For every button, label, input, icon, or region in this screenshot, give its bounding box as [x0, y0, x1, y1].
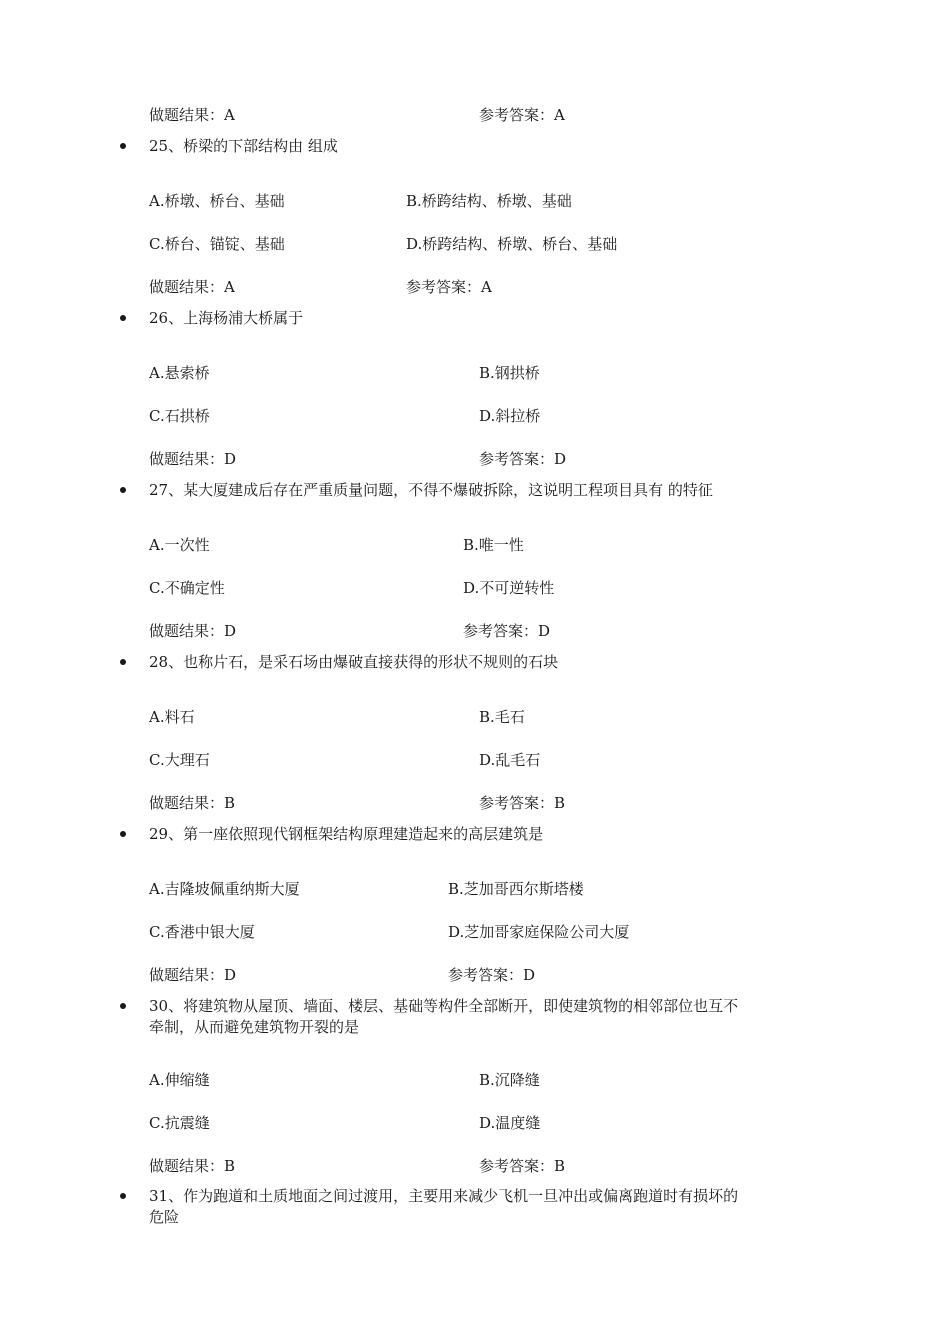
question-stem: 31、作为跑道和土质地面之间过渡用，主要用来减少飞机一旦冲出或偏离跑道时有损坏的 — [149, 1187, 739, 1205]
option-b: B.桥跨结构、桥墩、基础 — [406, 192, 572, 210]
result-text: 做题结果：A — [149, 106, 235, 124]
result-text: 做题结果：D — [149, 966, 237, 984]
option-d: D.温度缝 — [479, 1114, 541, 1132]
option-a: A.料石 — [149, 708, 195, 726]
option-d: D.芝加哥家庭保险公司大厦 — [448, 923, 630, 941]
result-text: 做题结果：A — [149, 278, 235, 296]
answer-text: 参考答案：A — [479, 106, 565, 124]
question-stem: 28、也称片石，是采石场由爆破直接获得的形状不规则的石块 — [149, 653, 559, 671]
answer-text: 参考答案：A — [406, 278, 492, 296]
result-text: 做题结果：D — [149, 622, 237, 640]
option-c: C.桥台、锚锭、基础 — [149, 235, 285, 253]
option-b: B.唯一性 — [463, 536, 524, 554]
option-b: B.芝加哥西尔斯塔楼 — [448, 880, 584, 898]
result-text: 做题结果：D — [149, 450, 237, 468]
bullet-icon — [120, 831, 126, 837]
option-b: B.钢拱桥 — [479, 364, 540, 382]
bullet-icon — [120, 1003, 126, 1009]
option-c: C.石拱桥 — [149, 407, 210, 425]
bullet-icon — [120, 315, 126, 321]
option-d: D.桥跨结构、桥墩、桥台、基础 — [406, 235, 618, 253]
question-stem-continued: 牵制，从而避免建筑物开裂的是 — [149, 1018, 360, 1036]
option-c: C.香港中银大厦 — [149, 923, 255, 941]
result-text: 做题结果：B — [149, 794, 236, 812]
bullet-icon — [120, 143, 126, 149]
option-a: A.一次性 — [149, 536, 210, 554]
bullet-icon — [120, 487, 126, 493]
option-a: A.桥墩、桥台、基础 — [149, 192, 285, 210]
result-text: 做题结果：B — [149, 1157, 236, 1175]
option-c: C.抗震缝 — [149, 1114, 210, 1132]
bullet-icon — [120, 1193, 126, 1199]
answer-text: 参考答案：B — [479, 794, 566, 812]
question-stem: 25、桥梁的下部结构由 组成 — [149, 137, 338, 155]
option-c: C.不确定性 — [149, 579, 225, 597]
option-c: C.大理石 — [149, 751, 210, 769]
option-a: A.伸缩缝 — [149, 1071, 210, 1089]
answer-text: 参考答案：B — [479, 1157, 566, 1175]
question-stem: 26、上海杨浦大桥属于 — [149, 309, 304, 327]
question-stem: 27、某大厦建成后存在严重质量问题，不得不爆破拆除，这说明工程项目具有 的特征 — [149, 481, 713, 499]
option-b: B.毛石 — [479, 708, 525, 726]
option-d: D.乱毛石 — [479, 751, 541, 769]
question-stem-continued: 危险 — [149, 1208, 180, 1226]
option-a: A.悬索桥 — [149, 364, 210, 382]
question-stem: 29、第一座依照现代钢框架结构原理建造起来的高层建筑是 — [149, 825, 544, 843]
option-d: D.不可逆转性 — [463, 579, 555, 597]
option-a: A.吉隆坡佩重纳斯大厦 — [149, 880, 300, 898]
option-b: B.沉降缝 — [479, 1071, 540, 1089]
answer-text: 参考答案：D — [479, 450, 567, 468]
option-d: D.斜拉桥 — [479, 407, 541, 425]
bullet-icon — [120, 659, 126, 665]
answer-text: 参考答案：D — [463, 622, 551, 640]
question-stem: 30、将建筑物从屋顶、墙面、楼层、基础等构件全部断开，即使建筑物的相邻部位也互不 — [149, 997, 739, 1015]
answer-text: 参考答案：D — [448, 966, 536, 984]
